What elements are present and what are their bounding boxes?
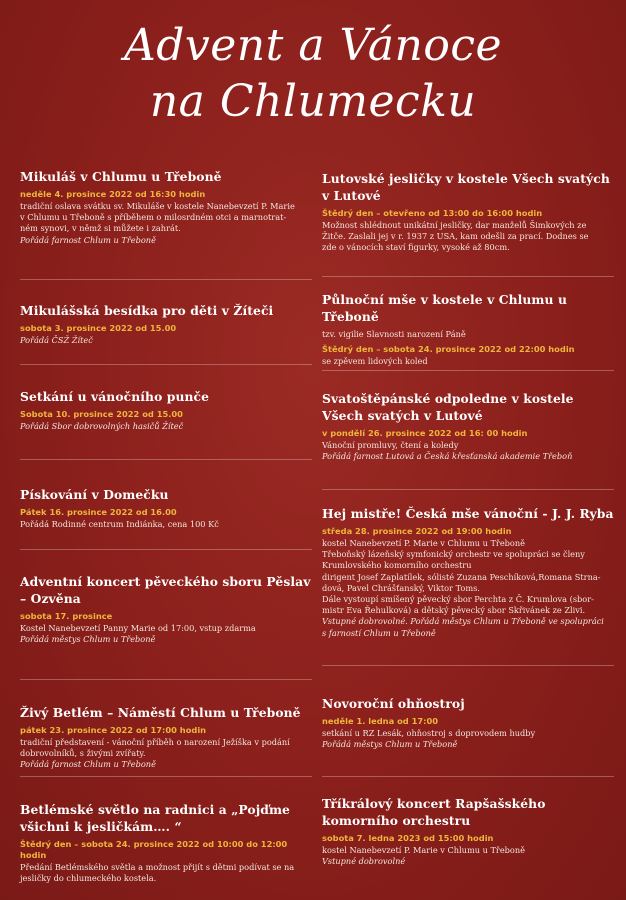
poster-title [0, 18, 626, 130]
event-organizer: Pořádá farnost Chlum u Třeboně [20, 234, 156, 245]
divider [322, 776, 614, 777]
divider [20, 776, 312, 777]
event-text: Vánoční promluvy, čtení a koledy [322, 440, 459, 450]
event-text: dová, Pavel Chrášťanský, Viktor Toms. [322, 582, 480, 593]
event-date: Pátek 16. prosince 2022 od 16.00 [20, 507, 177, 517]
event-title: Svatoštěpánské odpoledne v kostele Všech svatých v Lutové [322, 391, 574, 423]
event-organizer: Vstupné dobrovolné. Pořádá městys Chlum u Třeboně ve spolupráci [322, 616, 604, 627]
event-organizer: Vstupné dobrovolné [322, 856, 406, 867]
event-date: Štědrý den – otevřeno od 13:00 do 16:00 hodin [322, 208, 543, 218]
divider [20, 279, 312, 280]
event-mikulas [20, 168, 312, 246]
divider [20, 549, 312, 550]
event-text: Předání Betlémského světla a možnost přijít s dětmi podívat se na [20, 862, 295, 872]
event-organizer: Pořádá farnost Chlum u Třeboně [20, 759, 156, 770]
event-title: Betlémské světlo na radnici a „Pojďme všichni k jesličkám…. “ [20, 802, 290, 834]
divider [20, 459, 312, 460]
event-title: Setkání u vánočního punče [20, 389, 210, 404]
event-title: Lutovské jesličky v kostele Všech svatých v Lutové [322, 171, 610, 203]
event-text: mistr Eva Řehulková) a dětský pěvecký sbor Skřivánek ze Zlivi. [322, 605, 586, 616]
event-date: Sobota 10. prosince 2022 od 15.00 [20, 409, 183, 419]
event-date: pátek 23. prosince 2022 od 17:00 hodin [20, 725, 207, 735]
event-title: Půlnoční mše v kostele v Chlumu u Třeboně [322, 292, 568, 324]
event-subtitle: tzv. vigilie Slavnosti narození Páně [322, 329, 466, 339]
event-text: tradiční oslava svátku sv. Mikuláše v kostele Nanebevzetí P. Marie [20, 201, 295, 211]
event-date: sobota 3. prosince 2022 od 15.00 [20, 323, 177, 333]
divider [322, 489, 614, 490]
event-organizer: s farností Chlum u Třeboně [322, 627, 436, 638]
divider [322, 370, 614, 371]
event-text: Krumlovského komorního orchestru [322, 560, 472, 571]
event-text: tradiční představení - vánoční příběh o narození Ježíška v podání [20, 737, 290, 747]
event-lutovske-jeslicky [322, 170, 614, 254]
event-text: Třeboňský lázeňský symfonický orchestr ve spolupráci se členy [322, 549, 585, 560]
event-title: Pískování v Domečku [20, 487, 169, 502]
event-novorocni-ohnostroj [322, 695, 614, 750]
divider [322, 276, 614, 277]
event-adventni-koncert [20, 573, 312, 645]
divider [322, 665, 614, 666]
event-text: Pořádá Rodinné centrum Indiánka, cena 100 Kč [20, 519, 219, 529]
event-text: zde o vánocích staví figurky, vysoké až 80cm. [322, 242, 510, 253]
event-date: neděle 1. ledna od 17:00 [322, 716, 439, 726]
event-text: Možnost shlédnout unikátní jesličky, dar manželů Šimkových ze [322, 220, 587, 230]
event-text: kostel Nanebevzetí P. Marie v Chlumu u Třeboně [322, 538, 525, 548]
event-date: sobota 17. prosince [20, 611, 113, 621]
event-text: v Chlumu u Třeboně s příběhem o milosrdném otci a marnotrat- [20, 212, 287, 223]
event-date: sobota 7. ledna 2023 od 15:00 hodin [322, 833, 494, 843]
event-organizer: Pořádá ČSŽ Žíteč [20, 335, 93, 345]
event-organizer: Pořádá farnost Lutová a Česká křesťanská akademie Třeboň [322, 451, 573, 462]
event-text: dirigent Josef Zaplatílek, sólisté Zuzana Peschíková,Romana Strna- [322, 571, 601, 582]
divider [20, 364, 312, 365]
event-betlemske-svetlo [20, 801, 312, 884]
title-line-2: na Chlumecku [149, 76, 477, 127]
event-svatostepanske [322, 390, 614, 462]
event-title: Novoroční ohňostroj [322, 696, 465, 711]
event-text: Dále vystoupí smíšený pěvecký sbor Perchta z Č. Krumlova (sbor- [322, 594, 594, 605]
event-text: ném synovi, v němž si můžete i zahrát. [20, 223, 181, 234]
event-text: kostel Nanebevzetí P. Marie v Chlumu u Třeboně [322, 845, 525, 855]
event-date: středa 28. prosince 2022 od 19:00 hodin [322, 526, 512, 536]
event-title: Adventní koncert pěveckého sboru Pěslav – Ozvěna [20, 574, 311, 606]
divider [20, 679, 312, 680]
event-zivy-betlem [20, 704, 312, 771]
event-title: Tříkrálový koncert Rapšašského komorního orchestru [322, 796, 546, 828]
event-text: se zpěvem lidových koled [322, 356, 428, 367]
event-punc [20, 388, 312, 432]
event-organizer: Pořádá městys Chlum u Třeboně [20, 634, 156, 645]
event-text: Žitče. Zaslali jej v r. 1937 z USA, kam odešli za prací. Dodnes se [322, 231, 589, 242]
event-date: Štědrý den – sobota 24. prosince 2022 od 10:00 do 12:00 hodin [20, 839, 288, 860]
event-date: neděle 4. prosince 2022 od 16:30 hodin [20, 189, 206, 199]
event-trikralovy-koncert [322, 795, 614, 867]
event-date: v pondělí 26. prosince 2022 od 16: 00 hodin [322, 428, 528, 438]
event-title: Mikulášská besídka pro děti v Žíteči [20, 303, 274, 318]
event-date: Štědrý den – sobota 24. prosince 2022 od 22:00 hodin [322, 344, 575, 355]
event-organizer: Pořádá městys Chlum u Třeboně [322, 739, 458, 750]
event-piskovani [20, 486, 312, 530]
event-text: jesličky do chlumeckého kostela. [20, 873, 157, 884]
event-organizer: Pořádá Sbor dobrovolných hasičů Žíteč [20, 421, 184, 431]
event-mikulasska-besidka [20, 302, 312, 346]
event-text: dobrovolníků, s živými zvířaty. [20, 748, 146, 759]
event-ceska-mse-vanocni [322, 505, 614, 639]
title-line-1: Advent a Vánoce [123, 20, 503, 71]
event-title: Živý Betlém – Náměstí Chlum u Třeboně [20, 705, 301, 720]
event-title: Mikuláš v Chlumu u Třeboně [20, 169, 222, 184]
event-text: setkání u RZ Lesák, ohňostroj s doprovodem hudby [322, 728, 536, 738]
event-title: Hej mistře! Česká mše vánoční - J. J. Ryba [322, 506, 614, 521]
event-text: Kostel Nanebevzetí Panny Marie od 17:00, vstup zdarma [20, 623, 256, 633]
event-pulnocni-mse [322, 291, 614, 367]
